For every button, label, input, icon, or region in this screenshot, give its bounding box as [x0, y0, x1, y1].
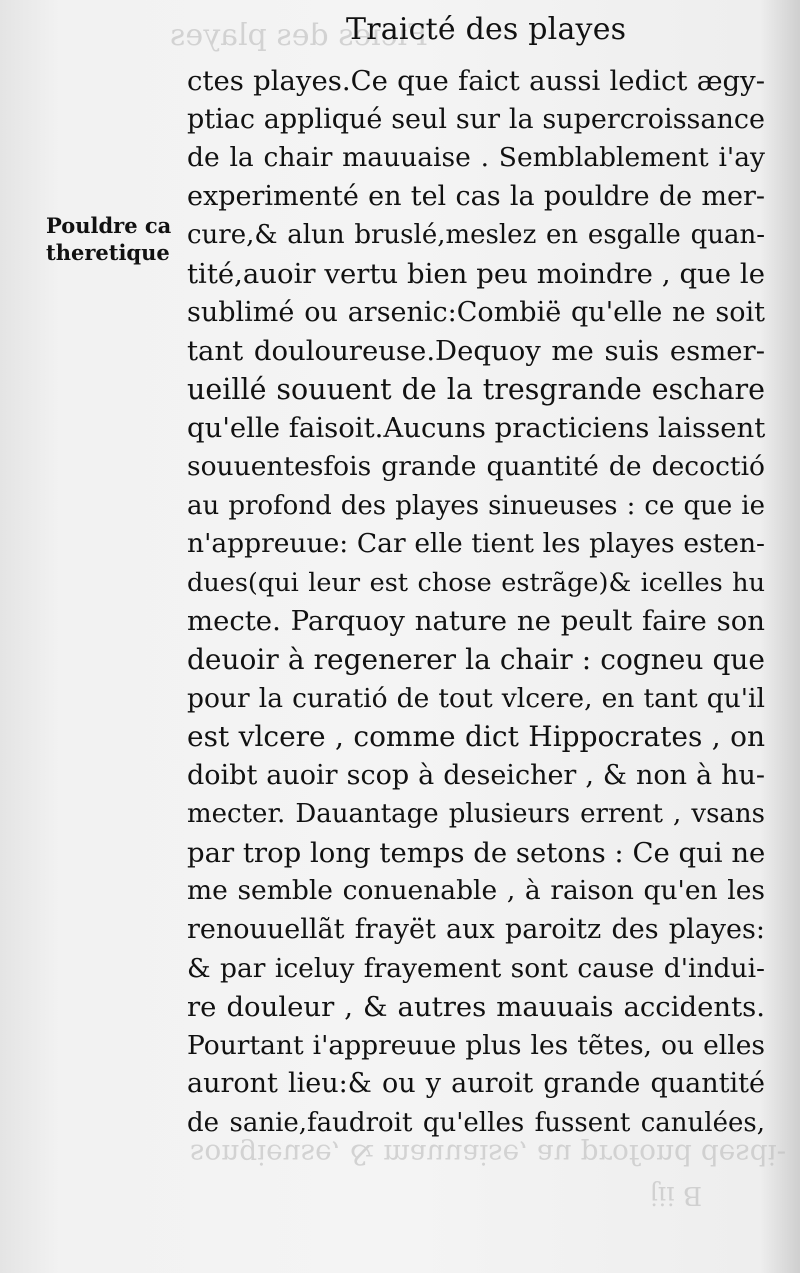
text-line: souuentesfois grande quantité de decoctió [187, 450, 765, 482]
body-text [187, 62, 765, 1143]
text-line: re douleur , & autres mauuais accidents. [187, 991, 765, 1024]
margin-note-line: Pouldre ca [46, 213, 172, 238]
text-line: deuoir à regenerer la chair : cogneu que [187, 642, 765, 676]
text-line: dues(qui leur est chose estrãge)& icelles hu [187, 567, 765, 598]
bleed-through-signature: B iij [650, 1180, 703, 1210]
text-line: doibt auoir scop à deseicher , & non à hu- [187, 759, 765, 791]
text-line: n'appreuue: Car elle tient les playes esten- [187, 528, 765, 560]
text-line: par trop long temps de setons : Ce qui ne [187, 836, 766, 869]
text-line: renouuellãt frayët aux paroitz des playes: [187, 914, 765, 946]
bleed-through-head: Ficies des playes [170, 18, 429, 53]
text-line: sublimé ou arsenic:Combië qu'elle ne soit [187, 296, 765, 328]
text-line: experimenté en tel cas la pouldre de mer- [187, 180, 765, 212]
running-head: Traicté des playes [346, 12, 627, 47]
text-line: qu'elle faisoit.Aucuns practiciens laissent [187, 412, 766, 445]
text-line: pour la curatió de tout vlcere, en tant qu'il [187, 682, 765, 714]
text-line: ueillé souuent de la tresgrande eschare [187, 372, 765, 406]
text-line: ptiac appliqué seul sur la supercroissance [187, 103, 765, 135]
text-line: de la chair mauuaise . Semblablement i'ay [187, 142, 765, 174]
text-line: mecter. Dauantage plusieurs errent , vsans [187, 799, 765, 830]
text-line: de sanie,faudroit qu'elles fussent canulées, [187, 1108, 765, 1139]
margin-note [46, 212, 181, 266]
text-line: auront lieu:& ou y auroit grande quantité [187, 1068, 765, 1100]
text-line: tité,auoir vertu bien peu moindre , que le [187, 257, 765, 290]
text-line: cure,& alun bruslé,meslez en esgalle quan- [187, 220, 765, 251]
text-line: Pourtant i'appreuue plus les tẽtes, ou elles [187, 1029, 765, 1061]
text-line: mecte. Parquoy nature ne peult faire son [187, 605, 765, 638]
text-line: & par iceluy frayement sont cause d'indui- [187, 952, 765, 984]
text-line: au profond des playes sinueuses : ce que ie [187, 490, 765, 521]
text-line: est vlcere , comme dict Hippocrates , on [187, 720, 765, 754]
text-line: me semble conuenable , à raison qu'en les [187, 875, 765, 907]
text-line: tant douloureuse.Dequoy me suis esmer- [187, 335, 765, 368]
text-line: ctes playes.Ce que faict aussi ledict ægy- [187, 65, 765, 97]
bleed-through-footer: songieuse, & mauuaise, au profond desdi- [190, 1138, 787, 1171]
margin-note-line: theretique [46, 240, 170, 265]
